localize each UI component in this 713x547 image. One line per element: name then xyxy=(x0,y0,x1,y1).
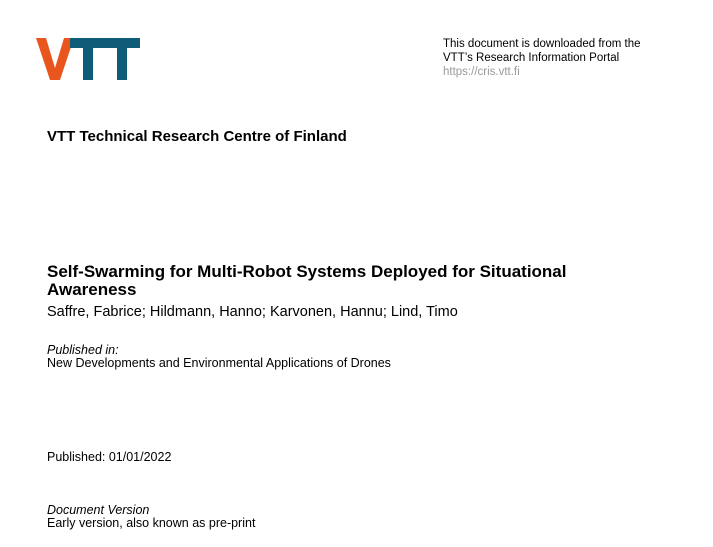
portal-note-line2: VTT’s Research Information Portal xyxy=(443,52,620,64)
logo-t1-shape xyxy=(70,38,106,80)
vtt-logo-graphic xyxy=(36,38,140,80)
vtt-logo xyxy=(36,38,140,80)
document-version-value: Early version, also known as pre-print xyxy=(47,516,256,530)
document-title-line1: Self-Swarming for Multi-Robot Systems Deployed for Situational xyxy=(47,262,567,281)
logo-v-shape xyxy=(36,38,74,80)
logo-t2-shape xyxy=(104,38,140,80)
document-title-line2: Awareness xyxy=(47,280,137,299)
published-in-label: Published in: xyxy=(47,343,119,357)
document-authors: Saffre, Fabrice; Hildmann, Hanno; Karvonen, Hannu; Lind, Timo xyxy=(47,304,458,320)
document-title xyxy=(47,263,647,299)
organization-name: VTT Technical Research Centre of Finland xyxy=(47,128,347,145)
published-in-value: New Developments and Environmental Applications of Drones xyxy=(47,356,391,370)
portal-url-link[interactable]: https://cris.vtt.fi xyxy=(443,66,520,78)
portal-note-line1: This document is downloaded from the xyxy=(443,38,641,50)
published-date: Published: 01/01/2022 xyxy=(47,450,172,464)
document-version-label: Document Version xyxy=(47,503,150,517)
portal-note xyxy=(443,37,641,79)
